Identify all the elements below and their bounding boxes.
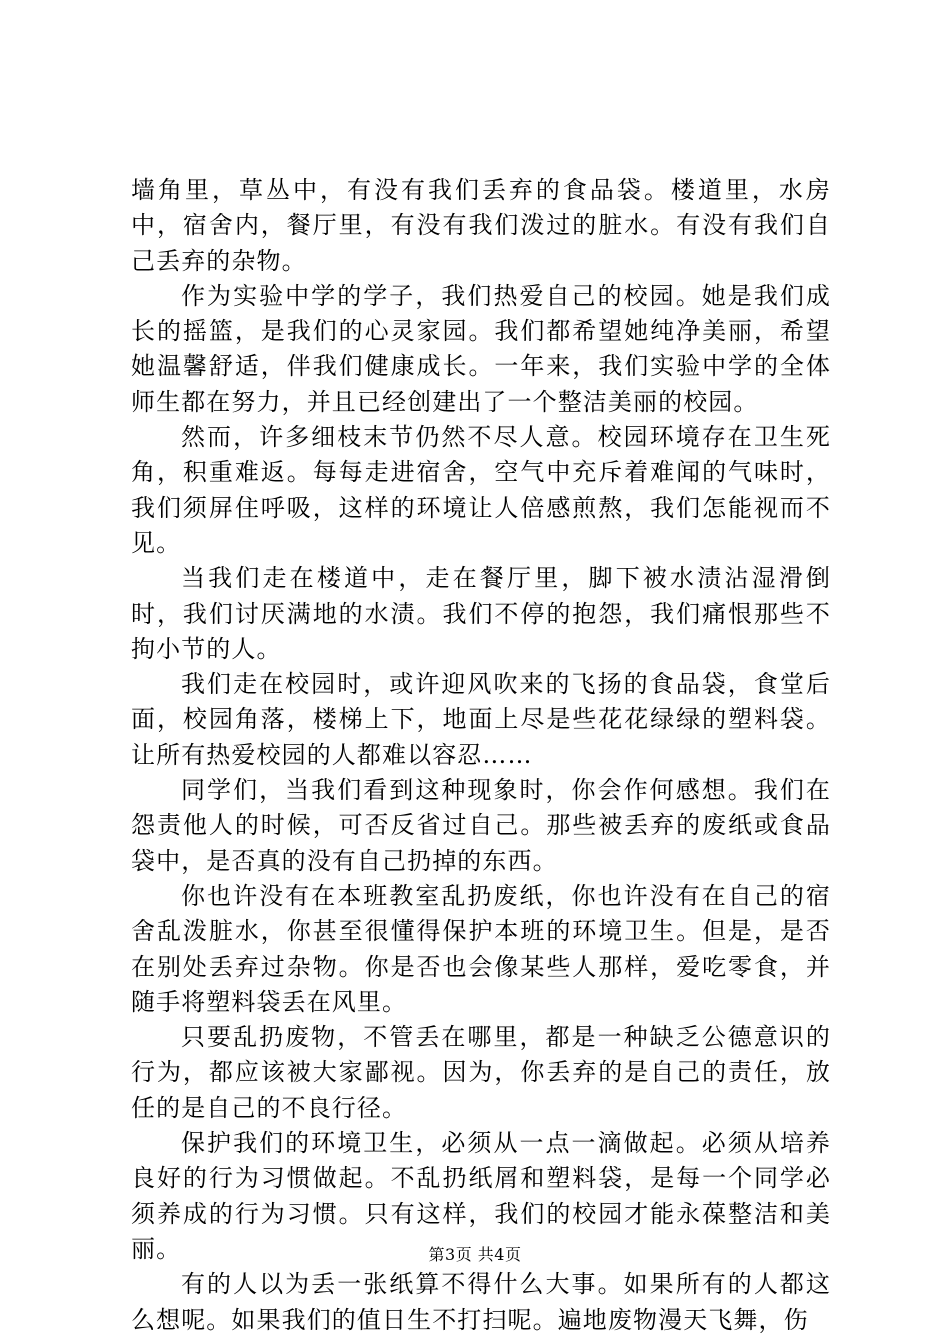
paragraph-9: 保护我们的环境卫生，必须从一点一滴做起。必须从培养良好的行为习惯做起。不乱扔纸屑和塑料袋，是每一个同学必须养成的行为习惯。只有这样，我们的校园才能永葆整洁和美丽。 (131, 1129, 831, 1263)
paragraph-8: 只要乱扔废物，不管丢在哪里，都是一种缺乏公德意识的行为，都应该被大家鄙视。因为，你丢弃的是自己的责任，放任的是自己的不良行径。 (131, 1023, 831, 1122)
paragraph-7: 你也许没有在本班教室乱扔废纸，你也许没有在自己的宿舍乱泼脏水，你甚至很懂得保护本班的环境卫生。但是，是否在别处丢弃过杂物。你是否也会像某些人那样，爱吃零食，并随手将塑料袋丢在风里。 (131, 881, 831, 1016)
paragraph-4: 当我们走在楼道中，走在餐厅里，脚下被水渍沾湿滑倒时，我们讨厌满地的水渍。我们不停的抱怨，我们痛恨那些不拘小节的人。 (131, 564, 831, 663)
paragraph-1: 墙角里，草丛中，有没有我们丢弃的食品袋。楼道里，水房中，宿舍内，餐厅里，有没有我们泼过的脏水。有没有我们自己丢弃的杂物。 (131, 176, 831, 275)
page-number-label: 第3页 共4页 (428, 1245, 522, 1264)
paragraph-5: 我们走在校园时，或许迎风吹来的飞扬的食品袋，食堂后面，校园角落，楼梯上下，地面上尽是些花花绿绿的塑料袋。让所有热爱校园的人都难以容忍…… (131, 670, 831, 769)
page-footer (0, 1245, 950, 1265)
paragraph-6: 同学们，当我们看到这种现象时，你会作何感想。我们在怨责他人的时候，可否反省过自己。那些被丢弃的废纸或食品袋中，是否真的没有自己扔掉的东西。 (131, 776, 831, 875)
paragraph-3: 然而，许多细枝末节仍然不尽人意。校园环境存在卫生死角，积重难返。每每走进宿舍，空气中充斥着难闻的气味时，我们须屏住呼吸，这样的环境让人倍感煎熬，我们怎能视而不见。 (131, 423, 831, 557)
document-body (131, 173, 831, 1338)
paragraph-2: 作为实验中学的学子，我们热爱自己的校园。她是我们成长的摇篮，是我们的心灵家园。我们都希望她纯净美丽，希望她温馨舒适，伴我们健康成长。一年来，我们实验中学的全体师生都在努力，并且已经创建出了一个整洁美丽的校园。 (131, 281, 831, 416)
paragraph-10: 有的人以为丢一张纸算不得什么大事。如果所有的人都这么想呢。如果我们的值日生不打扫呢。遍地废物漫天飞舞，伤 (131, 1270, 831, 1334)
